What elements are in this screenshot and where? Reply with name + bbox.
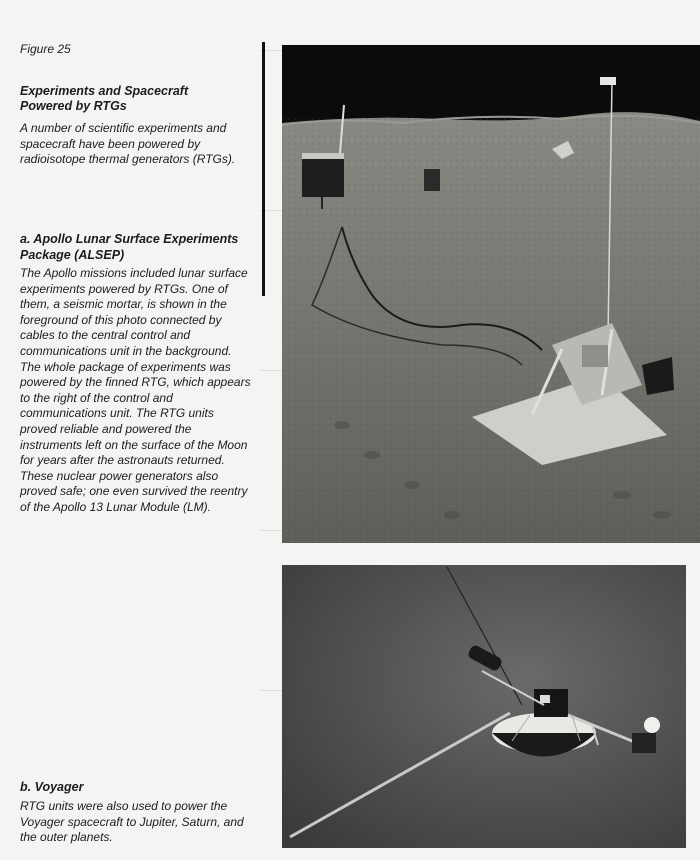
section-b-heading: b. Voyager <box>20 780 84 794</box>
figure-intro: A number of scientific experiments and spacecraft have been powered by radioisotope thermal generators (RTGs). <box>20 121 236 167</box>
voyager-spacecraft-photo <box>282 565 686 848</box>
divider-rule <box>262 42 265 296</box>
alsep-lunar-photo <box>282 45 700 543</box>
figure-label: Figure 25 <box>20 42 71 56</box>
section-b-body: RTG units were also used to power the Voyager spacecraft to Jupiter, Saturn, and the outer planets. <box>20 799 244 845</box>
figure-title: Experiments and Spacecraft Powered by RTGs <box>20 84 189 113</box>
section-a-heading: a. Apollo Lunar Surface Experiments Package (ALSEP) <box>20 232 239 262</box>
section-a-body: The Apollo missions included lunar surface experiments powered by RTGs. One of them, a seismic mortar, is shown in the foreground of this photo connected by cables to the central control and communications unit in the background. The whole package of experiments was powered by the finned RTG, which appears to the right of the control and communications unit. The RTG units proved reliable and powered the instruments left on the surface of the Moon for years after the astronauts returned. These nuclear power generators also proved safe; one even survived the reentry of the Apollo 13 Lunar Module (LM). <box>20 266 251 514</box>
